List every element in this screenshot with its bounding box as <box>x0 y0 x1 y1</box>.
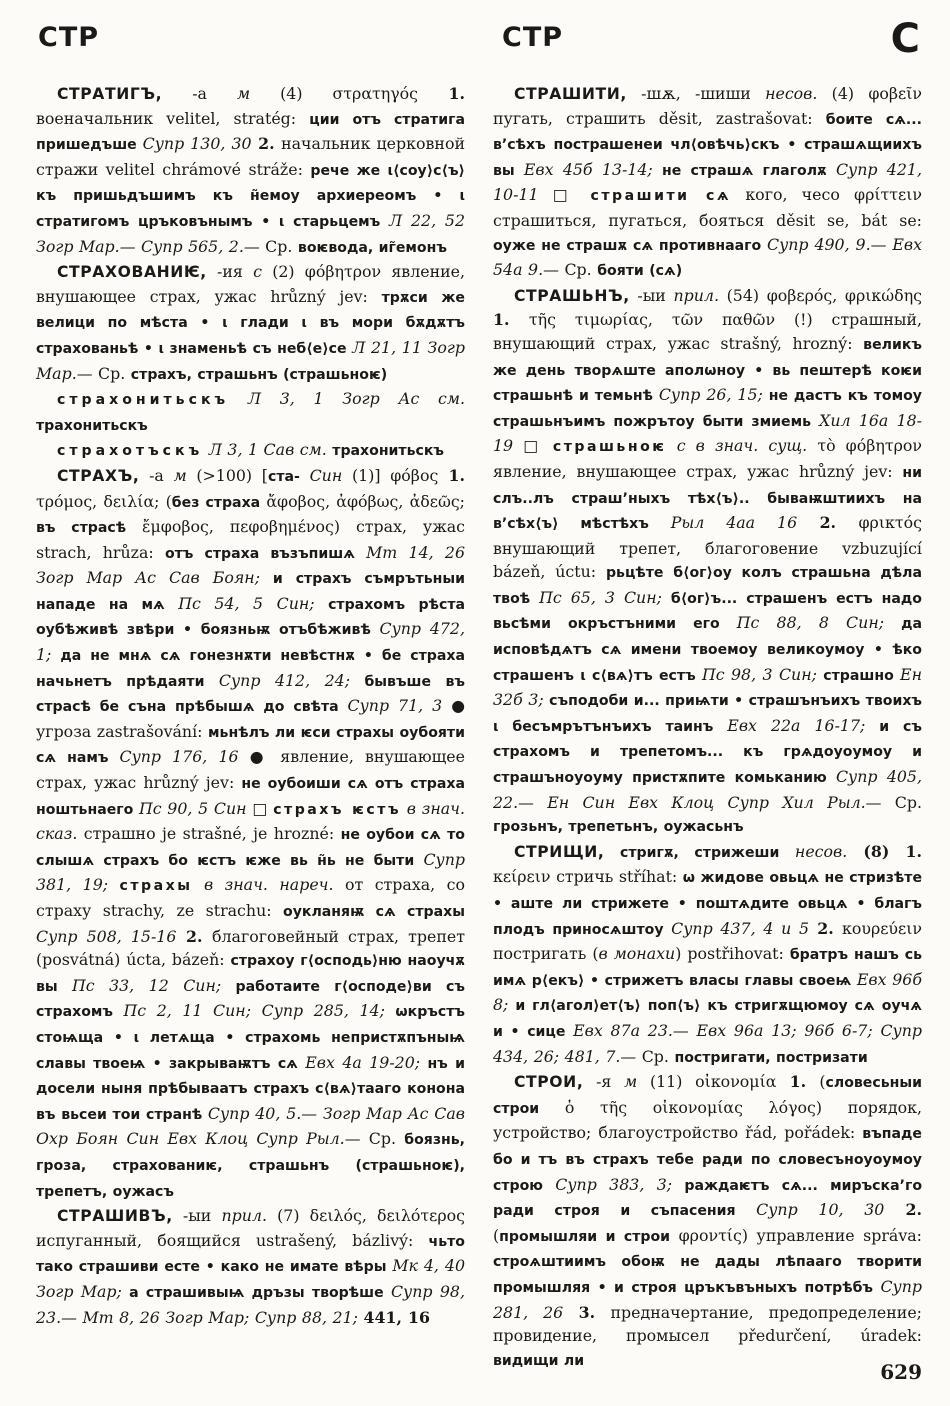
reference: Супр 508, 15-16 <box>36 926 177 946</box>
gloss-text: кого, чесо <box>731 185 855 205</box>
ocs-quotation: раждаѥтъ сѧ... миръска’го ради строя и съпасения <box>493 1177 923 1220</box>
ocs-quotation: ѡкръстъ стоѩща • ι летѧща • страхомь непристѫпъныѩ славы твоеѩ • закрываѭтъ сѧ <box>36 1004 466 1072</box>
dictionary-entry <box>36 438 465 464</box>
gloss-text: (4) <box>250 84 333 103</box>
headword: СТРАХЪ, <box>57 466 140 485</box>
ocs-quotation: страхъ, страшьнъ (страшьноѥ) <box>130 366 388 383</box>
reference: Супр 472, 1; <box>36 619 465 665</box>
ocs-quotation: не страшѧ глаголѫ <box>652 162 836 179</box>
gloss-text: □ <box>246 798 274 818</box>
column-right <box>493 82 922 1373</box>
dictionary-entry <box>36 464 465 1204</box>
gloss-text: □ <box>538 185 591 205</box>
reference: Рыл 4аа 16 <box>670 513 798 533</box>
reference: Супр 130, 30 <box>142 134 252 154</box>
gloss-text: □ <box>513 436 553 456</box>
ocs-quotation: страхоу г⟨осподь⟩ню наоучѫ вы <box>36 953 465 995</box>
ocs-quotation: трахонитьскъ <box>332 443 445 460</box>
reference: м <box>173 465 187 485</box>
guide-word-center: СТР <box>502 22 564 53</box>
ocs-quotation: грозьнъ, трепетьнъ, оужасьнъ <box>493 819 744 836</box>
gloss-text: явление, внушающее страх, ужас hrůzný jev: <box>36 262 466 306</box>
reference: Супр 405, 22.— Ен Син Евх Клоц Супр Хил Рыл.— <box>493 767 923 812</box>
reference: Супр 381, 19; <box>36 849 465 895</box>
gloss-text: благоговейный страх, трепет (posvátná) úcta, bázeň: <box>36 926 465 970</box>
ocs-quotation: братръ нашъ сь имѧ р⟨екъ⟩ • стрижетъ власы главы своеѩ <box>493 947 922 989</box>
greek-equivalent: κουρεύειν <box>841 918 922 938</box>
greek-equivalent: φρίττειν <box>854 185 923 205</box>
headword: СТРАШЬНЪ, <box>514 286 630 305</box>
reference: несов. <box>794 841 848 861</box>
sense-number: 1. <box>438 465 465 485</box>
reference: Пс 54, 5 Син; <box>178 593 315 613</box>
ocs-quotation: страхомъ рѣста оубѣживѣ звѣри • боязньѭ отъбѣживѣ <box>36 596 465 639</box>
reference: Евх 22а 16-17; <box>727 715 866 735</box>
gloss-text: Ср. <box>92 363 131 383</box>
gloss-text <box>670 1226 679 1245</box>
spaced-lemma: страхъ ѥстъ <box>273 801 402 818</box>
reference: прил. <box>221 1206 267 1226</box>
gloss-text: ● явление, внушающее страх, ужас hrůzný jev: <box>36 747 465 793</box>
ocs-quotation: мьнѣлъ ли ѥси страхы оубояти сѧ намъ <box>36 724 465 767</box>
reference: Мк 4, 40 Зогр Мар; <box>36 1256 465 1301</box>
greek-equivalent: ὁ τῆς οἰκονομίας λόγος <box>564 1097 816 1117</box>
ocs-quotation: без страха <box>171 494 261 511</box>
gloss-text: (2) <box>261 262 305 282</box>
ocs-quotation: съподоби и... приѩти • страшънъихъ твоихъ ι бесъмрътънъихъ таинъ <box>493 693 922 735</box>
gloss-text: Ср. <box>259 236 298 256</box>
gloss-text: -а <box>162 84 237 103</box>
gloss-text <box>300 466 310 485</box>
spaced-lemma: страхы <box>119 878 193 895</box>
gloss-text: постригать ( <box>493 944 599 964</box>
ocs-quotation: бывъше въ страсѣ бе съна прѣбышѧ до свѣта <box>36 673 465 716</box>
ocs-quotation: стригѫ, стрижеши <box>604 844 795 861</box>
reference: м <box>236 84 251 103</box>
ocs-quotation: работаите г⟨осподе⟩ви съ страхомъ <box>36 978 465 1021</box>
reference: Пс 2, 11 Син; Супр 285, 14; <box>123 1001 385 1021</box>
guide-word-left: СТР <box>38 22 100 53</box>
ocs-quotation: трахонитьскъ <box>36 417 148 434</box>
sense-number: 441, 16 <box>363 1307 430 1327</box>
ocs-quotation: оуже не страшѫ сѧ противнааго <box>493 237 767 254</box>
gloss-text: явление, внушающее страх, ужас hrůzný jev: <box>493 461 903 481</box>
ocs-quotation: великъ же день творѧште аполѡноу • вь пештерѣ коѥи страшьнѣ и темьнѣ <box>493 336 922 405</box>
reference: с в знач. сущ. <box>666 436 808 456</box>
greek-equivalent: φόβος <box>390 465 439 485</box>
reference: Супр 421, 10-11 <box>493 159 922 205</box>
sense-number: 1. <box>418 84 465 103</box>
sense-number: 1. <box>493 310 529 330</box>
reference: Мт 14, 26 Зогр Мар Ас Сав Боян; <box>36 542 466 588</box>
sense-number: 2. <box>797 513 859 533</box>
gloss-text: предначертание, предопределение; провидение, промысел předurčení, úradek: <box>493 1302 922 1346</box>
greek-equivalent: φοβεῖν <box>868 84 922 103</box>
ocs-quotation: видищи ли <box>493 1352 585 1369</box>
headword: СТРИЩИ, <box>514 842 605 861</box>
gloss-text: (4) <box>817 84 869 103</box>
greek-equivalent: φόβητρον <box>304 262 382 282</box>
sense-number: 2. <box>884 1200 922 1220</box>
ocs-quotation: строѧштиимъ обоѭ не дады лѣпааго творити промышляя • и строя цръкъвъныхъ потрѣбъ <box>493 1254 922 1296</box>
reference: Л 3, 1 Зогр Ас см. <box>229 389 465 409</box>
spaced-lemma: страшьноѥ <box>552 439 667 456</box>
ocs-quotation: не оубои сѧ то слышѧ страхъ бо ѥстъ ѥже вь н̃ь не быти <box>36 827 465 869</box>
greek-equivalent: φοβερός, φρικώδης <box>766 285 922 305</box>
reference: Пс 88, 8 Син; <box>736 613 885 633</box>
ocs-quotation: и съ страхомъ и трепетомъ... къ грѧдоуоумоу и страшъноуоуму пристѫпите комьканию <box>493 718 922 787</box>
crossref-headword: страхотъскъ <box>57 443 204 460</box>
dictionary-entry <box>36 82 465 260</box>
ocs-quotation: ста- <box>267 468 300 485</box>
ocs-quotation: отъ страха възъпишѧ <box>164 545 367 562</box>
gloss-text: -а <box>139 465 174 485</box>
reference: Супр 26, 15; <box>658 385 763 405</box>
greek-equivalent: κείρειν <box>493 867 551 887</box>
gloss-text: страшиться, пугаться, бояться děsit se, bát se: <box>493 210 922 230</box>
reference: Супр 437, 4 и 5 <box>671 918 810 938</box>
ocs-quotation: да не мнѧ сѧ гонезнѫти невѣстнѫ • бе страха начьнетъ прѣдаяти <box>36 648 465 690</box>
dictionary-entry <box>493 1070 922 1373</box>
reference: Хил 16а 18-19 <box>493 410 923 456</box>
greek-equivalent: στρατηγός <box>332 84 418 103</box>
sense-number: (8) 1. <box>847 841 922 861</box>
greek-equivalent: φρικτός <box>858 513 922 533</box>
sense-number: 1. <box>776 1072 820 1092</box>
text-columns <box>36 82 922 1373</box>
gloss-text: от страха, со страху strachy, ze strachu: <box>36 875 465 920</box>
reference: Супр 98, 23.— Мт 8, 26 Зогр Мар; Супр 88, 21; <box>36 1281 466 1327</box>
headword: СТРАШИТИ, <box>514 85 627 103</box>
gloss-text: Ср. <box>636 1046 675 1066</box>
gloss-text: Ср. <box>360 1129 405 1149</box>
ocs-quotation: чьто тако страшиви есте • како не имате вѣры <box>36 1233 465 1276</box>
gloss-text: -ия <box>206 262 254 282</box>
reference: Супр 40, 5.— Зогр Мар Ас Сав Охр Боян Син Евх Клоц Супр Рыл.— <box>36 1103 465 1149</box>
gloss-text: испуганный, боящийся ustrašený, bázlivý: <box>36 1230 429 1250</box>
greek-equivalent: τὸ φόβητρον <box>817 436 922 456</box>
gloss-text: ● угроза zastrašování: <box>36 696 465 741</box>
gloss-text: (54) <box>719 285 767 305</box>
dictionary-entry <box>493 284 922 840</box>
reference: с <box>253 262 262 282</box>
sense-number: 2. <box>176 926 213 946</box>
greek-equivalent: δειλός, δειλότερος <box>309 1206 466 1226</box>
dictionary-entry <box>36 387 465 438</box>
gloss-text <box>807 436 817 455</box>
reference: Ен 32б 3; <box>493 664 922 710</box>
greek-equivalent: οἰκονομία <box>695 1072 777 1092</box>
ocs-quotation: а страшивыѩ дръзы творѣше <box>121 1284 391 1301</box>
ocs-quotation: въпаде бо и тъ въ страхъ тебе ради по словесъноуоумоу строю <box>493 1126 922 1194</box>
greek-equivalent: τρόμος, δειλία; <box>36 491 160 511</box>
ocs-quotation: не оубоиши сѧ отъ страха ноштьнаего <box>36 776 465 818</box>
ocs-quotation: нъ и досели ныня прѣбываатъ страхъ с⟨вѧ⟩тааго конона въ вьсеи тои странѣ <box>36 1055 465 1123</box>
gloss-text: (!) страшный, внушающий страх, ужас strašný, hrozný: <box>493 310 922 353</box>
sense-number: 2. <box>809 918 842 938</box>
gloss-text: страшно je strašné, je hrozné: <box>77 824 341 844</box>
ocs-quotation: ни слъ..лъ страш’ныхъ тѣх⟨ъ⟩.. бываѭштиихъ на в’сѣх⟨ъ⟩ мѣстѣхъ <box>493 464 922 533</box>
sense-number: 3. <box>563 1302 611 1322</box>
dictionary-entry <box>493 840 922 1070</box>
ocs-quotation: не дастъ къ томоу страшьнъимъ пожрътоу быти змиемь <box>493 388 922 430</box>
reference: Супр 412, 24; <box>218 670 351 690</box>
reference: Супр 71, 3 <box>347 696 443 716</box>
gloss-text: ( <box>493 1225 500 1245</box>
greek-equivalent: ἄφοβος, ἀφόβως, ἀδεῶς; <box>266 491 465 511</box>
running-head <box>36 16 924 68</box>
page-number: 629 <box>880 1360 922 1384</box>
headword: СТРОИ, <box>514 1073 584 1092</box>
headword: СТРАШИВЪ, <box>57 1207 173 1226</box>
reference: Пс 90, 5 Син <box>138 798 247 818</box>
reference: в знач. нареч. <box>192 875 334 895</box>
ocs-quotation: въ страсѣ <box>36 520 127 537</box>
ocs-quotation: боите сѧ... в’сѣхъ пострашенеи чл⟨овѣчь⟩скъ • страшѧщиихъ вы <box>493 111 922 179</box>
headword: СТРАХОВАНИѤ, <box>57 263 207 282</box>
ocs-quotation: страшно <box>816 667 901 684</box>
gloss-text: -я <box>583 1072 625 1092</box>
reference: Супр 490, 9.— Евх 54а 9.— <box>493 234 922 280</box>
section-letter: С <box>890 16 920 62</box>
reference: Супр 10, 30 <box>756 1200 885 1220</box>
reference: Пс 98, 3 Син; <box>701 664 817 684</box>
reference: Пс 65, 3 Син; <box>539 587 662 607</box>
reference: Син <box>309 465 343 485</box>
reference: Супр 281, 26 <box>493 1276 922 1322</box>
ocs-quotation: рече же ι⟨соу⟩с⟨ъ⟩ къ пришьдъшимъ къ н̃емоу архиереомъ • ι стратигомъ цръковънымъ • ι старьцемъ <box>36 162 465 230</box>
reference: в монахи <box>598 944 676 964</box>
gloss-text: -ыи <box>172 1206 222 1226</box>
sense-number: 2. <box>251 134 282 154</box>
ocs-quotation: промышляи и строи <box>499 1228 671 1245</box>
reference: Евх 96б 8; <box>493 969 922 1015</box>
dictionary-entry <box>493 82 922 284</box>
ocs-quotation: б⟨ог⟩ъ... страшенъ естъ надо вьсѣми окръстъними его <box>493 590 922 633</box>
gloss-text: ) postřihovat: <box>675 944 790 964</box>
gloss-text: стричь stříhat: <box>550 867 683 887</box>
gloss-text: начальник церковной стражи velitel chrámové stráže: <box>36 134 465 179</box>
gloss-text: (7) <box>267 1206 310 1226</box>
ocs-quotation: да исповѣдѧтъ сѧ имени твоемоу великоумоу • ѣко страшенъ ι с⟨вѧ⟩тъ естъ <box>493 616 922 684</box>
dictionary-entry <box>36 1204 465 1329</box>
spaced-lemma: страшити сѧ <box>590 188 732 205</box>
ocs-quotation: ѡ жидове овьцѧ не стризѣте • аште ли стрижете • поштѧдите овьцѧ • благъ плодъ приносѧштоу <box>493 870 923 938</box>
gloss-text: (>100) [ <box>186 465 268 485</box>
reference: Супр 176, 16 <box>119 747 239 767</box>
gloss-text: -шѫ, -шиши <box>626 84 766 103</box>
gloss-text: ( <box>819 1072 826 1092</box>
greek-equivalent: τῆς τιμωρίας, τῶν παθῶν <box>528 310 776 330</box>
ocs-quotation: ции отъ стратига пришедъше <box>36 111 465 154</box>
gloss-text: (11) <box>637 1072 696 1092</box>
gloss-text <box>126 517 142 536</box>
reference: Пс 33, 12 Син; <box>72 975 222 995</box>
gloss-text: ) страх, ужас strach, hrůza: <box>36 517 465 562</box>
greek-equivalent: ἔμφοβος, πεφοβημένος <box>142 517 334 537</box>
reference: Евх 87а 23.— Евх 96а 13; 96б 6-7; Супр 434, 26; 481, 7.— <box>493 1020 922 1066</box>
gloss-text: Ср. <box>881 792 922 812</box>
crossref-headword: страхонитьскъ <box>57 392 230 409</box>
gloss-text: Ср. <box>558 260 598 280</box>
ocs-quotation: боязнь, гроза, страхованиѥ, страшьнъ (страшьноѥ), трепетъ, оужасъ <box>36 1132 466 1200</box>
greek-equivalent: φροντίς <box>678 1225 742 1245</box>
ocs-quotation: словесьныи строи <box>493 1075 922 1117</box>
reference: Л 3, 1 Сав см. <box>203 440 333 460</box>
gloss-text: ) управление správa: <box>741 1225 922 1245</box>
reference: Л 22, 52 Зогр Мар.— Супр 565, 2.— <box>36 210 466 256</box>
headword: СТРАТИГЪ, <box>57 85 163 103</box>
ocs-quotation: трѫси же велици по мѣста • ι глади ι въ мори бѫдѫтъ страхованьѣ • ι знаменьѣ съ неб⟨е⟩се <box>36 289 465 357</box>
ocs-quotation: рьцѣте б⟨ог⟩оу колъ страшьна дѣла твоѣ <box>493 565 922 607</box>
reference: м <box>624 1072 638 1092</box>
reference: прил. <box>673 285 720 305</box>
gloss-text: пугать, страшить děsit, zastrašovat: <box>493 108 826 128</box>
column-left <box>36 82 465 1373</box>
gloss-text <box>539 1098 565 1117</box>
reference: Супр 383, 3; <box>555 1174 673 1194</box>
gloss-text: ( <box>159 491 172 511</box>
ocs-quotation: и страхъ съмрътьныи нападе на мѧ <box>36 571 465 613</box>
ocs-quotation: постригати, постризати <box>674 1049 868 1066</box>
gloss-text: военачальник velitel, stratég: <box>36 108 310 128</box>
reference: Евх 45б 13-14; <box>523 159 653 179</box>
gloss-text: -ыи <box>629 285 674 305</box>
reference: Евх 4а 19-20; <box>305 1052 421 1072</box>
reference: Л 21, 11 Зогр Мар.— <box>36 337 465 383</box>
reference: несов. <box>765 84 818 103</box>
dictionary-entry <box>36 260 465 387</box>
ocs-quotation: оукланяѭ сѧ страхы <box>283 904 465 920</box>
gloss-text: ) порядок, устройство; благоустройство řád, pořádek: <box>493 1097 923 1143</box>
gloss-text: внушающий трепет, благоговение vzbuzující bázeň, úctu: <box>493 538 922 582</box>
reference: в знач. сказ. <box>36 798 466 844</box>
ocs-quotation: бояти (сѧ) <box>597 263 683 280</box>
ocs-quotation: воѥвода, иг̃емонъ <box>297 239 447 256</box>
ocs-quotation: и гл⟨агол⟩ет⟨ъ⟩ поп⟨ъ⟩ къ стригѫщюмоу сѧ оучѧ и • сице <box>493 998 922 1040</box>
gloss-text: (1)] <box>342 465 391 485</box>
